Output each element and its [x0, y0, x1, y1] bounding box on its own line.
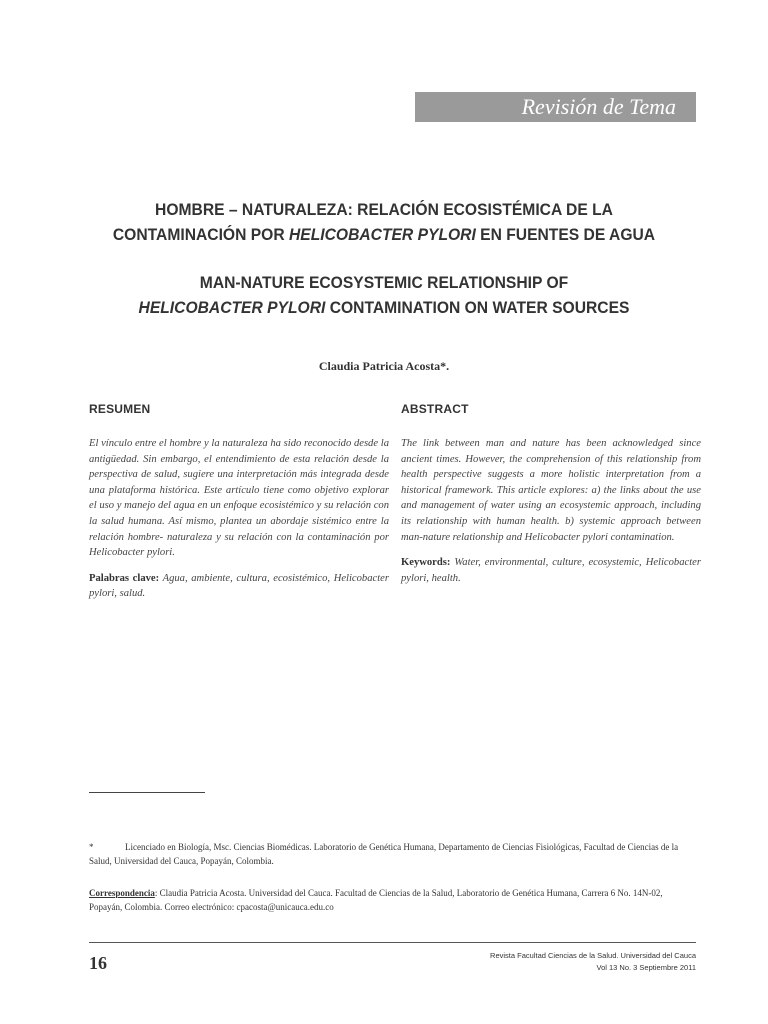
resumen-keywords-list: Agua, ambiente, cultura, ecosistémico, Helicobacter pylori, salud. [89, 572, 389, 600]
affiliation-footnote [89, 840, 679, 868]
correspondence-text: : Claudia Patricia Acosta. Universidad del Cauca. Facultad de Ciencias de la Salud, Laboratorio de Genética Humana, Carrera 6 No. 14N-02, Popayán, Colombia. Correo electrónico: cpacosta@unicauca.edu.co [89, 888, 663, 912]
title-spanish-line2 [86, 222, 682, 247]
title-spanish-pre: CONTAMINACIÓN POR [112, 225, 289, 244]
journal-info [490, 950, 696, 974]
footnote-mark: * [89, 842, 94, 852]
abstract-keywords [401, 555, 701, 586]
footnote-divider [89, 792, 205, 793]
abstract-heading: ABSTRACT [401, 402, 469, 416]
title-spanish-post: EN FUENTES DE AGUA [475, 225, 656, 244]
resumen-keywords-label: Palabras clave: [89, 572, 160, 584]
title-english-line2 [86, 295, 682, 320]
journal-line2: Vol 13 No. 3 Septiembre 2011 [596, 963, 696, 972]
abstract-text: The link between man and nature has been acknowledged since ancient times. However, the comprehension of this relationship from health perspective suggests a more holistic interpretation from a historical framework. This article explores: a) the links about the use and management of water using an ecosystemic approach, including its relationship with human health. b) systemic approach between man-nature relationship and Helicobacter pylori contamination. [401, 438, 701, 543]
resumen-text: El vínculo entre el hombre y la naturaleza ha sido reconocido desde la antigüedad. Sin embargo, el entendimiento de esta relación desde la perspectiva de salud, sugiere una interpretación más integrada desde una plataforma histórica. Este artículo tiene como objetivo explorar el uso y manejo del agua en un enfoque ecosistémico y su relación con la salud humana. Así mismo, plantea un abordaje sistémico entre la relación hombre- naturaleza y su relación con la contaminación por Helicobacter pylori. [89, 438, 389, 559]
abstract-keywords-list: Water, environmental, culture, ecosystemic, Helicobacter pylori, health. [401, 557, 701, 584]
title-english [86, 270, 682, 320]
section-banner: Revisión de Tema [415, 92, 696, 122]
resumen-column [89, 402, 389, 602]
page-number: 16 [89, 953, 107, 973]
resumen-keywords [89, 571, 389, 602]
affiliation-text: Licenciado en Biología, Msc. Ciencias Biomédicas. Laboratorio de Genética Humana, Departamento de Ciencias Fisiológicas, Facultad de Ciencias de la Salud, Universidad del Cauca, Popayán, Colombia. [89, 842, 679, 866]
title-english-post: CONTAMINATION ON WATER SOURCES [325, 298, 630, 317]
correspondence-label: Correspondencia [89, 888, 155, 898]
title-spanish-organism: HELICOBACTER PYLORI [288, 225, 476, 244]
abstract-column [401, 402, 701, 586]
correspondence-footnote [89, 886, 679, 914]
journal-line1: Revista Facultad Ciencias de la Salud. Universidad del Cauca [490, 951, 696, 960]
title-english-organism: HELICOBACTER PYLORI [138, 298, 326, 317]
title-spanish-line1: HOMBRE – NATURALEZA: RELACIÓN ECOSISTÉMICA DE LA [155, 200, 613, 219]
author: Claudia Patricia Acosta*. [318, 359, 450, 373]
resumen-heading: RESUMEN [89, 402, 151, 416]
abstract-keywords-label: Keywords: [401, 557, 451, 569]
title-spanish [86, 197, 682, 247]
title-english-line1: MAN-NATURE ECOSYSTEMIC RELATIONSHIP OF [199, 273, 569, 292]
footer-divider [89, 942, 696, 943]
